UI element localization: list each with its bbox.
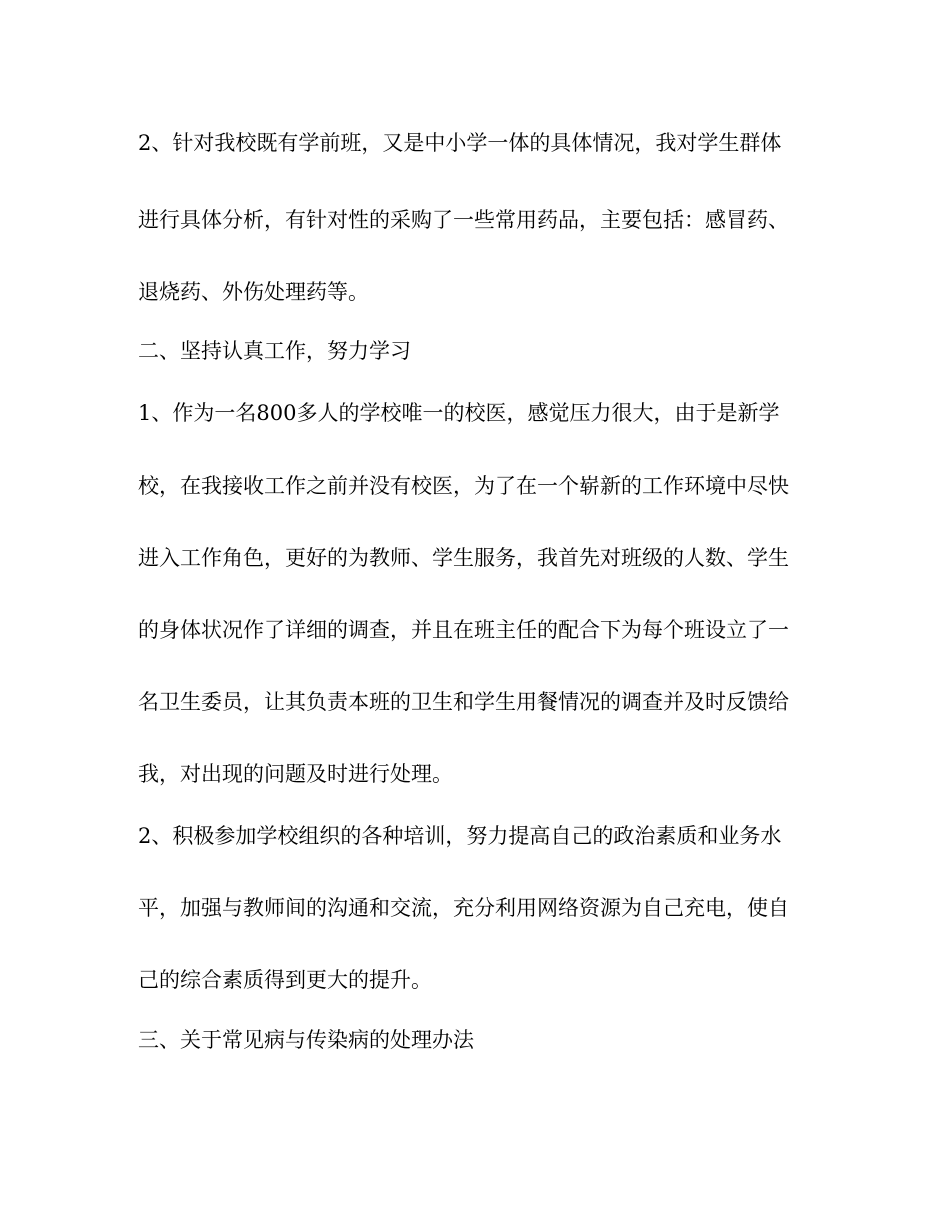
section-heading: 三、关于常见病与传染病的处理办法 [138, 1028, 474, 1052]
paragraph-line: 名卫生委员，让其负责本班的卫生和学生用餐情况的调查并及时反馈给 [138, 690, 789, 714]
paragraph-line: 2、积极参加学校组织的各种培训，努力提高自己的政治素质和业务水 [138, 824, 782, 848]
paragraph-line: 己的综合素质得到更大的提升。 [138, 968, 432, 992]
paragraph-line: 平，加强与教师间的沟通和交流，充分利用网络资源为自己充电，使自 [138, 896, 789, 920]
paragraph-line: 1、作为一名800多人的学校唯一的校医，感觉压力很大，由于是新学 [138, 401, 780, 425]
paragraph-line: 2、针对我校既有学前班，又是中小学一体的具体情况，我对学生群体 [138, 131, 782, 155]
paragraph-line: 退烧药、外伤处理药等。 [138, 280, 369, 304]
paragraph-line: 的身体状况作了详细的调查，并且在班主任的配合下为每个班设立了一 [138, 618, 789, 642]
paragraph-line: 我，对出现的问题及时进行处理。 [138, 762, 453, 786]
paragraph-line: 校，在我接收工作之前并没有校医，为了在一个崭新的工作环境中尽快 [138, 474, 789, 498]
section-heading: 二、坚持认真工作，努力学习 [138, 339, 411, 363]
paragraph-line: 进行具体分析，有针对性的采购了一些常用药品，主要包括：感冒药、 [138, 208, 789, 232]
paragraph-line: 进入工作角色，更好的为教师、学生服务，我首先对班级的人数、学生 [138, 546, 789, 570]
